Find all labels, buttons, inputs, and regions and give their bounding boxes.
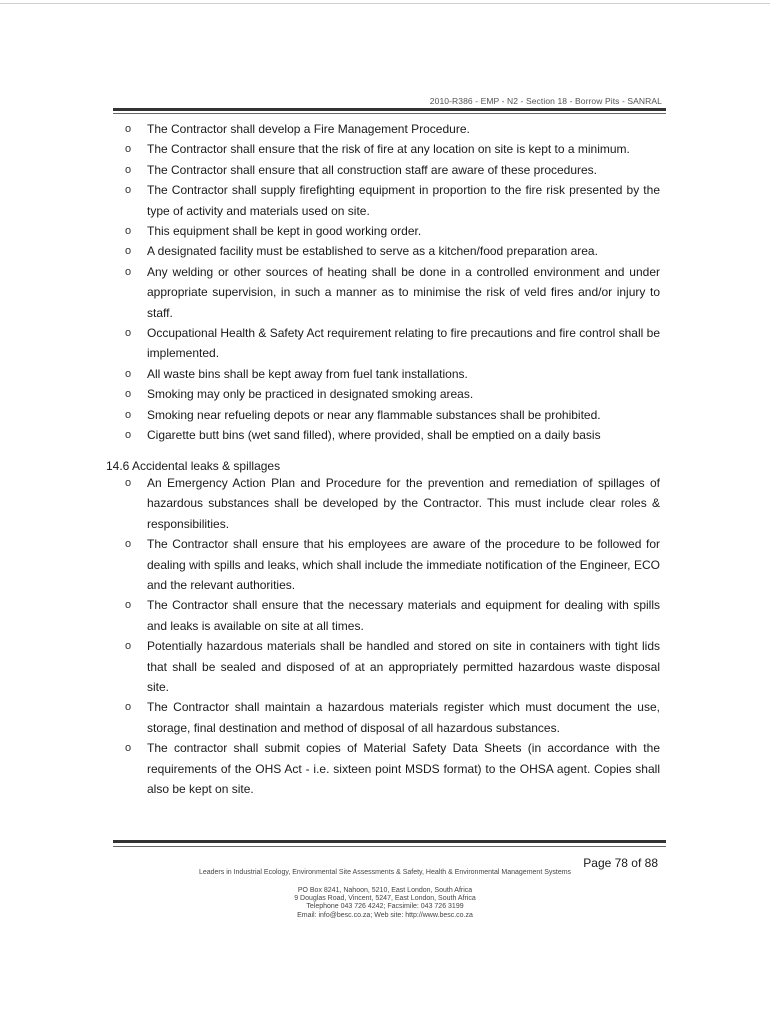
list-item [0, 160, 660, 180]
list-item-text: Any welding or other sources of heating shall be done in a controlled environment and under appropriate supervision, in such a manner as to minimise the risk of veld fires and/or injury to staff. [147, 264, 660, 320]
bullet-marker: o [125, 742, 132, 755]
address-line: 9 Douglas Road, Vincent, 5247, East London, South Africa [294, 895, 476, 903]
bullet-marker: o [125, 640, 132, 653]
fire-measures-list [0, 119, 660, 446]
page-number: Page 78 of 88 [583, 856, 658, 870]
list-item [0, 697, 660, 738]
list-item [0, 595, 660, 636]
list-item-text: An Emergency Action Plan and Procedure for the prevention and remediation of spillages of hazardous substances shall be developed by the Contractor. This must include clear roles & responsibilities. [147, 476, 660, 531]
bullet-marker: o [125, 123, 132, 135]
list-item-text: The Contractor shall supply firefighting equipment in proportion to the fire risk presented by the type of activity and materials used on site. [147, 183, 660, 218]
list-item-text: Smoking near refueling depots or near any flammable substances shall be prohibited. [147, 407, 601, 422]
bullet-marker: o [125, 143, 132, 156]
list-item [0, 180, 660, 221]
list-item-text: Smoking may only be practiced in designated smoking areas. [147, 387, 474, 402]
bullet-marker: o [125, 184, 132, 197]
section-heading: 14.6 Accidental leaks & spillages [106, 459, 281, 473]
list-item-text: The Contractor shall ensure that his employees are aware of the procedure to be followed for dealing with spills and leaks, which shall include the immediate notification of the Engineer, ECO and the relevant authorities. [147, 537, 660, 593]
bullet-marker: o [125, 477, 132, 489]
list-item [0, 241, 660, 261]
page-edge-line [0, 3, 770, 4]
list-item-text: The Contractor shall ensure that all construction staff are aware of these procedures. [147, 162, 598, 177]
list-item [0, 738, 660, 799]
header-rule-thin [113, 113, 666, 114]
list-item [0, 119, 660, 139]
bullet-marker: o [125, 163, 132, 176]
list-item [0, 636, 660, 697]
footer-rule [113, 840, 666, 843]
list-item [0, 221, 660, 241]
running-header: 2010-R386 - EMP - N2 - Section 18 - Borrow Pits - SANRAL [429, 96, 662, 106]
header-rule [113, 108, 666, 111]
list-item [0, 534, 660, 595]
bullet-marker: o [125, 225, 132, 238]
list-item [0, 473, 660, 534]
list-item-text: This equipment shall be kept in good working order. [147, 224, 422, 239]
bullet-marker: o [125, 599, 132, 612]
list-item-text: Potentially hazardous materials shall be handled and stored on site in containers with tight lids that shall be sealed and disposed of at an appropriately permitted hazardous waste disposal site. [147, 639, 660, 695]
list-item [0, 405, 660, 425]
bullet-marker: o [125, 538, 132, 551]
list-item-text: Occupational Health & Safety Act requirement relating to fire precautions and fire control shall be implemented. [147, 326, 660, 361]
bullet-marker: o [125, 327, 132, 340]
list-item-text: The Contractor shall ensure that the necessary materials and equipment for dealing with spills and leaks is available on site at all times. [147, 598, 660, 633]
bullet-marker: o [125, 367, 132, 380]
list-item-text: Cigarette butt bins (wet sand filled), where provided, shall be emptied on a daily basis [147, 428, 601, 443]
bullet-marker: o [125, 265, 132, 278]
spillage-measures-list [0, 473, 660, 800]
list-item-text: A designated facility must be established to serve as a kitchen/food preparation area. [147, 244, 598, 259]
list-item-text: The Contractor shall develop a Fire Management Procedure. [147, 122, 470, 136]
list-item-text: The contractor shall submit copies of Material Safety Data Sheets (in accordance with the requirements of the OHS Act - i.e. sixteen point MSDS format) to the OHSA agent. Copies shall also be kept on site. [147, 741, 660, 797]
footer-tagline: Leaders in Industrial Ecology, Environmental Site Assessments & Safety, Health & Environmental Management Systems [198, 869, 572, 876]
list-item-text: The Contractor shall ensure that the risk of fire at any location on site is kept to a minimum. [147, 142, 630, 157]
list-item [0, 139, 660, 159]
list-item [0, 384, 660, 404]
list-item [0, 323, 660, 364]
bullet-marker: o [125, 388, 132, 401]
list-item-text: All waste bins shall be kept away from fuel tank installations. [147, 366, 468, 381]
bullet-marker: o [125, 408, 132, 421]
footer-address [0, 887, 770, 920]
bullet-marker: o [125, 245, 132, 258]
list-item-text: The Contractor shall maintain a hazardous materials register which must document the use, storage, final destination and method of disposal of all hazardous substances. [147, 700, 660, 735]
list-item [0, 262, 660, 323]
footer-rule-thin [113, 846, 666, 847]
bullet-marker: o [125, 701, 132, 714]
bullet-marker: o [125, 429, 132, 442]
address-line: PO Box 8241, Nahoon, 5210, East London, South Africa [297, 887, 473, 894]
list-item [0, 425, 660, 445]
list-item [0, 364, 660, 384]
address-line: Telephone 043 726 4242; Facsimile: 043 726 3199 [306, 903, 464, 911]
address-line: Email: info@besc.co.za; Web site: http://www.besc.co.za [297, 911, 473, 919]
